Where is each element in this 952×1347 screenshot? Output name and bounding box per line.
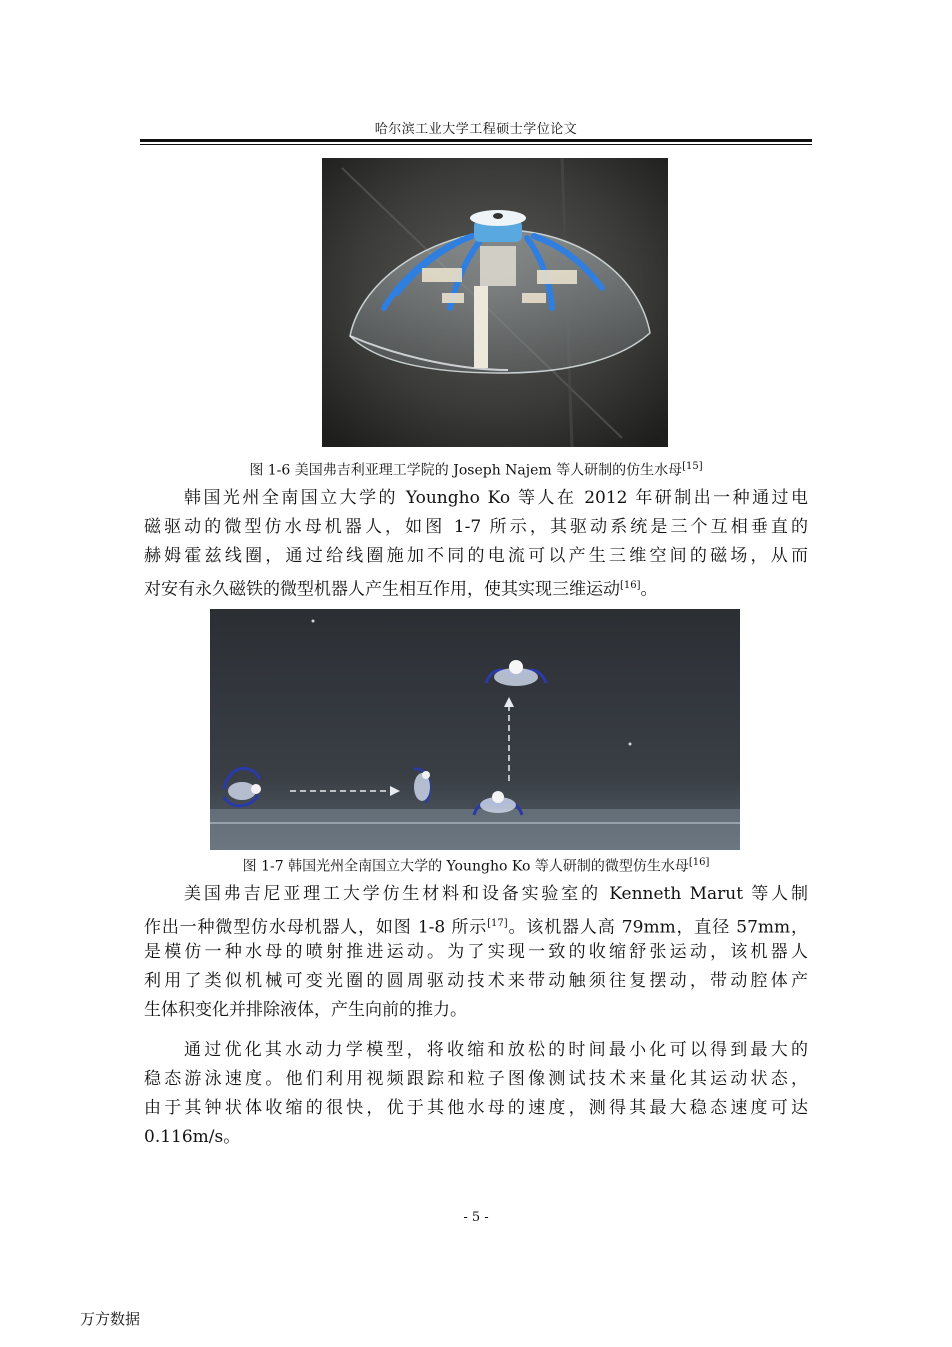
watermark: 万方数据 — [80, 1310, 141, 1328]
text-line: 通过优化其水动力学模型，将收缩和放松的时间最小化可以得到最大的 — [184, 1040, 808, 1060]
figure-caption-1-7: 图 1-7 韩国光州全南国立大学的 Youngho Ko 等人研制的微型仿生水母[16] — [242, 857, 710, 875]
text-line: 稳态游泳速度。他们利用视频跟踪和粒子图像测试技术来量化其运动状态， — [144, 1069, 808, 1089]
citation-ref: [17] — [487, 918, 508, 929]
text-line: 磁驱动的微型仿水母机器人，如图 1-7 所示，其驱动系统是三个互相垂直的 — [144, 517, 808, 537]
paragraph-hydrodynamic-model — [144, 1036, 808, 1152]
citation-ref: [16] — [688, 857, 710, 868]
page-number: - 5 - — [463, 1210, 489, 1225]
figure-microrobot-motion-photo — [210, 609, 740, 850]
text-line: 是模仿一种水母的喷射推进运动。为了实现一致的收缩舒张运动，该机器人 — [144, 942, 808, 962]
page-header-title: 哈尔滨工业大学工程硕士学位论文 — [374, 122, 578, 137]
text-line: 韩国光州全南国立大学的 Youngho Ko 等人在 2012 年研制出一种通过电 — [184, 488, 808, 508]
header-rule-thick — [140, 139, 812, 142]
header-rule-thin — [140, 144, 812, 145]
paragraph-youngho-ko — [144, 484, 808, 600]
citation-ref: [16] — [620, 580, 641, 591]
text-line: 利用了类似机械可变光圈的圆周驱动技术来带动触须往复摆动，带动腔体产 — [144, 971, 808, 991]
figure-jellyfish-robot-photo — [322, 158, 668, 447]
citation-ref: [15] — [682, 461, 703, 472]
text-line: 由于其钟状体收缩的很快，优于其他水母的速度，测得其最大稳态速度可达 — [144, 1098, 808, 1118]
text-line: 作出一种微型仿水母机器人，如图 1-8 所示[17]。该机器人高 79mm，直径 57mm， — [144, 917, 808, 938]
text-line: 0.116m/s。 — [144, 1127, 241, 1147]
text-line: 美国弗吉尼亚理工大学仿生材料和设备实验室的 Kenneth Marut 等人制 — [184, 884, 808, 904]
paragraph-kenneth-marut — [144, 880, 808, 1025]
text-line: 生体积变化并排除液体，产生向前的推力。 — [144, 1000, 467, 1020]
figure-caption-1-6: 图 1-6 美国弗吉利亚理工学院的 Joseph Najem 等人研制的仿生水母[15] — [249, 461, 703, 479]
text-line: 对安有永久磁铁的微型机器人产生相互作用，使其实现三维运动[16]。 — [144, 579, 658, 600]
text-line: 赫姆霍兹线圈，通过给线圈施加不同的电流可以产生三维空间的磁场，从而 — [144, 546, 808, 566]
